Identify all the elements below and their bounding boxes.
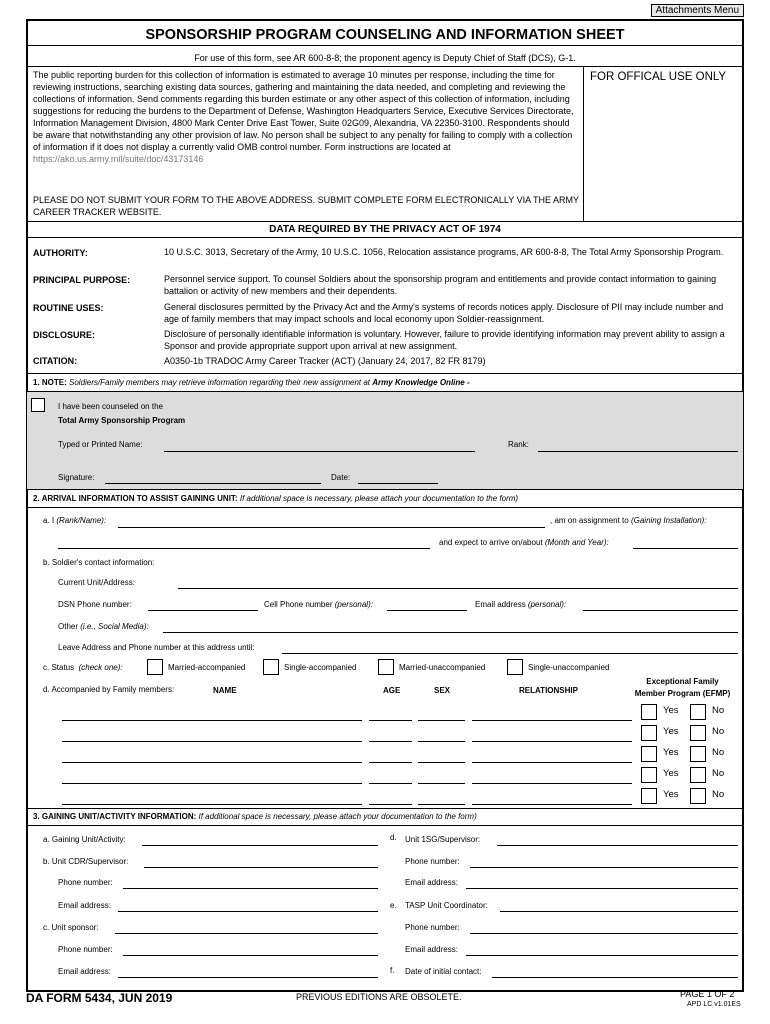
single-unaccompanied-label: Single-unaccompanied	[528, 663, 610, 672]
efmp-no-checkbox[interactable]	[690, 725, 706, 741]
family-name-field[interactable]	[62, 741, 362, 742]
rank-name-field[interactable]	[118, 527, 545, 528]
tasp-email-field[interactable]	[466, 955, 738, 956]
efmp-no-label: No	[712, 789, 725, 800]
efmp-yes-label: Yes	[663, 789, 679, 800]
initial-contact-field[interactable]	[492, 977, 738, 978]
efmp-no-label: No	[712, 768, 725, 779]
efmp-yes-checkbox[interactable]	[641, 704, 657, 720]
cell-field[interactable]	[387, 610, 467, 611]
col-name-header: NAME	[213, 686, 237, 695]
dsn-label: DSN Phone number:	[58, 600, 132, 609]
submit-note: PLEASE DO NOT SUBMIT YOUR FORM TO THE ABOVE ADDRESS. SUBMIT COMPLETE FORM ELECTRONICALLY VIA THE ARMY CAREER TRACKER WEBSITE.	[33, 195, 579, 217]
family-name-field[interactable]	[62, 762, 362, 763]
divider	[26, 825, 744, 826]
divider	[26, 237, 744, 238]
family-sex-field[interactable]	[418, 783, 465, 784]
email-field[interactable]	[583, 610, 738, 611]
routine-uses-text: General disclosures permitted by the Privacy Act and the Army's systems of records notices apply. Disclosure of PII may include number and age of family members that may impact schools and local economy upon Soldier-reassignment.	[164, 302, 724, 324]
date-label: Date:	[331, 473, 351, 482]
col-age-header: AGE	[383, 686, 401, 695]
privacy-act-title: DATA REQUIRED BY THE PRIVACY ACT OF 1974	[269, 224, 501, 235]
single-accompanied-label: Single-accompanied	[284, 663, 357, 672]
efmp-yes-label: Yes	[663, 747, 679, 758]
unit-cdr-label: b. Unit CDR/Supervisor:	[43, 857, 129, 866]
sponsor-email-field[interactable]	[118, 977, 378, 978]
efmp-no-label: No	[712, 726, 725, 737]
cdr-email-field[interactable]	[118, 911, 378, 912]
1sg-phone-label: Phone number:	[405, 857, 460, 866]
divider	[26, 221, 744, 222]
dsn-field[interactable]	[148, 610, 258, 611]
divider	[26, 45, 744, 46]
principal-purpose-text: Personnel service support. To counsel Soldiers about the sponsorship program and entitlements and provide contact information to gaining battalion or activity of new members and their dependents.	[164, 274, 717, 296]
principal-purpose-label: PRINCIPAL PURPOSE:	[33, 275, 131, 285]
family-relationship-field[interactable]	[472, 783, 632, 784]
form-subtitle: For use of this form, see AR 600-8-8; the proponent agency is Deputy Chief of Staff (DCS), G-1.	[194, 53, 576, 63]
f-letter: f.	[390, 966, 395, 975]
family-relationship-field[interactable]	[472, 762, 632, 763]
family-members-label: d. Accompanied by Family members:	[43, 685, 175, 694]
printed-name-field[interactable]	[164, 451, 475, 452]
unit-1sg-label: Unit 1SG/Supervisor:	[405, 835, 481, 844]
efmp-yes-checkbox[interactable]	[641, 767, 657, 783]
e-letter: e.	[390, 901, 397, 910]
efmp-no-checkbox[interactable]	[690, 746, 706, 762]
married-unaccompanied-checkbox[interactable]	[378, 659, 394, 675]
family-sex-field[interactable]	[418, 762, 465, 763]
page-title: SPONSORSHIP PROGRAM COUNSELING AND INFORMATION SHEET	[145, 27, 625, 43]
family-age-field[interactable]	[369, 741, 412, 742]
instructions-link[interactable]: https://ako.us.army.mil/suite/doc/43173146	[33, 154, 204, 164]
efmp-no-label: No	[712, 747, 725, 758]
other-field[interactable]	[163, 632, 738, 633]
tasp-email-label: Email address:	[405, 945, 458, 954]
family-relationship-field[interactable]	[472, 741, 632, 742]
authority-label: AUTHORITY:	[33, 248, 88, 258]
section-2-header: 2. ARRIVAL INFORMATION TO ASSIST GAINING UNIT: If additional space is necessary, please attach your documentation to the form)	[33, 494, 519, 503]
d-letter: d.	[390, 833, 397, 842]
gaining-installation-field[interactable]	[58, 548, 430, 549]
family-name-field[interactable]	[62, 804, 362, 805]
rank-field[interactable]	[538, 451, 738, 452]
single-unaccompanied-checkbox[interactable]	[507, 659, 523, 675]
date-field[interactable]	[358, 483, 438, 484]
counseled-checkbox[interactable]	[31, 398, 45, 412]
gaining-unit-label: a. Gaining Unit/Activity:	[43, 835, 126, 844]
cell-label: Cell Phone number (personal):	[264, 600, 373, 609]
divider	[26, 373, 744, 374]
married-accompanied-label: Married-accompanied	[168, 663, 246, 672]
unit-sponsor-field[interactable]	[115, 933, 378, 934]
family-sex-field[interactable]	[418, 720, 465, 721]
divider	[26, 507, 744, 508]
1sg-phone-field[interactable]	[470, 867, 738, 868]
disclosure-label: DISCLOSURE:	[33, 330, 96, 340]
attachments-menu-button[interactable]: Attachments Menu	[651, 4, 744, 17]
sponsor-email-label: Email address:	[58, 967, 111, 976]
leave-address-field[interactable]	[282, 653, 738, 654]
citation-text: A0350-1b TRADOC Army Career Tracker (ACT) (January 24, 2017, 82 FR 8179)	[164, 356, 486, 366]
burden-statement	[33, 69, 581, 165]
disclosure-text: Disclosure of personally identifiable information is voluntary. However, failure to provide identifying information may prevent ability to assign a Sponsor and provide appropriate support upon arrival at new assignment.	[164, 329, 725, 351]
efmp-no-checkbox[interactable]	[690, 767, 706, 783]
family-sex-field[interactable]	[418, 741, 465, 742]
efmp-yes-label: Yes	[663, 768, 679, 779]
divider	[26, 489, 744, 490]
family-age-field[interactable]	[369, 804, 412, 805]
burden-text: The public reporting burden for this collection of information is estimated to average 10 minutes per response, including the time for reviewing instructions, searching existing data sources, gathering and maintaining the data needed, and completing and reviewing the collections of information. Send comments regarding this burden estimate or any other aspect of this collection of information, including suggestions for reducing the burdens to the Department of Defense, Washington Headquarters Service, Executive Services Directorate, Information Management Division, 4800 Mark Center Drive East Tower, Suite 02G09, Alexandria, VA 22350-3100. Respondents should be aware that notwithstanding any other provision of law. No person shall be subject to any penalty for failing to comply with a collection of information if it does not display a currently valid OMB control number. Form instructions are located at	[33, 70, 574, 152]
other-label: Other (i.e., Social Media):	[58, 622, 149, 631]
married-unaccompanied-label: Married-unaccompanied	[399, 663, 486, 672]
previous-editions-note: PREVIOUS EDITIONS ARE OBSOLETE.	[296, 992, 462, 1002]
form-number: DA FORM 5434, JUN 2019	[26, 991, 173, 1005]
signature-field[interactable]	[105, 483, 321, 484]
authority-text: 10 U.S.C. 3013, Secretary of the Army, 10 U.S.C. 1056, Relocation assistance programs, AR 600-8-8, The Total Army Sponsorship Program.	[164, 247, 724, 257]
section-3-header: 3. GAINING UNIT/ACTIVITY INFORMATION: If additional space is necessary, please attach your documentation to the form)	[33, 812, 477, 821]
1sg-email-label: Email address:	[405, 878, 458, 887]
email-label: Email address (personal):	[475, 600, 567, 609]
cdr-phone-field[interactable]	[123, 888, 378, 889]
arrival-date-field[interactable]	[633, 548, 738, 549]
divider	[26, 808, 744, 809]
unit-cdr-field[interactable]	[144, 867, 378, 868]
page-indicator: PAGE 1 OF 2	[680, 989, 735, 999]
family-age-field[interactable]	[369, 720, 412, 721]
efmp-header-line1: Exceptional Family	[646, 677, 719, 686]
efmp-header-line2: Member Program (EFMP)	[634, 689, 731, 698]
fouo-box	[583, 66, 744, 221]
fouo-label: FOR OFFICAL USE ONLY	[590, 71, 727, 83]
efmp-no-checkbox[interactable]	[690, 704, 706, 720]
gaining-unit-field[interactable]	[142, 845, 378, 846]
status-label: c. Status (check one):	[43, 663, 123, 672]
printed-name-label: Typed or Printed Name:	[58, 440, 143, 449]
initial-contact-label: Date of initial contact:	[405, 967, 482, 976]
married-accompanied-checkbox[interactable]	[147, 659, 163, 675]
sponsor-phone-field[interactable]	[123, 955, 378, 956]
contact-info-label: b. Soldier's contact information:	[43, 558, 155, 567]
unit-1sg-field[interactable]	[497, 845, 738, 846]
efmp-yes-checkbox[interactable]	[641, 788, 657, 804]
efmp-yes-label: Yes	[663, 726, 679, 737]
assignment-label: , am on assignment to (Gaining Installation):	[550, 516, 707, 525]
signature-label: Signature:	[58, 473, 95, 482]
arrival-a-label: a. I (Rank/Name):	[43, 516, 107, 525]
apd-version: APD LC v1.01ES	[687, 1001, 741, 1008]
family-age-field[interactable]	[369, 783, 412, 784]
citation-label: CITATION:	[33, 356, 78, 366]
tasp-coordinator-label: TASP Unit Coordinator:	[405, 901, 488, 910]
family-name-field[interactable]	[62, 720, 362, 721]
tasp-coordinator-field[interactable]	[500, 911, 738, 912]
routine-uses-label: ROUTINE USES:	[33, 303, 104, 313]
current-unit-field[interactable]	[178, 588, 738, 589]
efmp-yes-checkbox[interactable]	[641, 725, 657, 741]
cdr-email-label: Email address:	[58, 901, 111, 910]
efmp-no-label: No	[712, 705, 725, 716]
section-1-header: 1. NOTE: Soldiers/Family members may retrieve information regarding their new assignment at Army Knowledge Online -	[33, 378, 470, 387]
counseled-label: I have been counseled on the	[58, 402, 163, 411]
current-unit-label: Current Unit/Address:	[58, 578, 135, 587]
sponsor-phone-label: Phone number:	[58, 945, 113, 954]
cdr-phone-label: Phone number:	[58, 878, 113, 887]
efmp-yes-label: Yes	[663, 705, 679, 716]
family-age-field[interactable]	[369, 762, 412, 763]
efmp-yes-checkbox[interactable]	[641, 746, 657, 762]
col-sex-header: SEX	[434, 686, 451, 695]
family-relationship-field[interactable]	[472, 720, 632, 721]
1sg-email-field[interactable]	[466, 888, 738, 889]
efmp-no-checkbox[interactable]	[690, 788, 706, 804]
family-name-field[interactable]	[62, 783, 362, 784]
program-label: Total Army Sponsorship Program	[58, 416, 186, 425]
unit-sponsor-label: c. Unit sponsor:	[43, 923, 99, 932]
rank-label: Rank:	[508, 440, 529, 449]
arrival-date-label: and expect to arrive on/about (Month and Year):	[439, 538, 609, 547]
family-sex-field[interactable]	[418, 804, 465, 805]
leave-address-label: Leave Address and Phone number at this address until:	[58, 643, 255, 652]
family-relationship-field[interactable]	[472, 804, 632, 805]
tasp-phone-field[interactable]	[470, 933, 738, 934]
tasp-phone-label: Phone number:	[405, 923, 460, 932]
single-accompanied-checkbox[interactable]	[263, 659, 279, 675]
col-relationship-header: RELATIONSHIP	[519, 686, 578, 695]
